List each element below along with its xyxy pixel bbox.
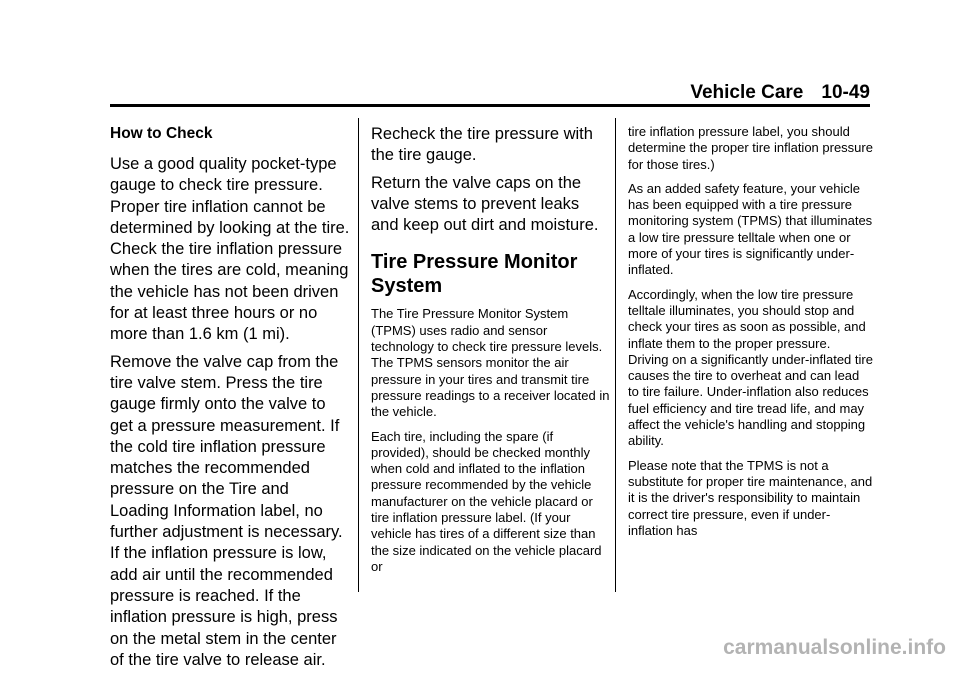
paragraph: Please note that the TPMS is not a substitute for proper tire maintenance, and it is the driver's responsibility to maintain correct tire pressure, even if under-inflation has <box>628 457 873 538</box>
paragraph: Use a good quality pocket-type gauge to check tire pressure. Proper tire inflation cannot be determined by looking at the tire. Check the tire inflation pressure when the tires are cold, meaning the vehicle has not been driven for at least three hours or no more than 1.6 km (1 mi). <box>110 155 350 344</box>
paragraph: Remove the valve cap from the tire valve stem. Press the tire gauge firmly onto the valve to get a pressure measurement. If the cold tire inflation pressure matches the recommended pressure on the Tire and Loading Information label, no further adjustment is necessary. If the inflation pressure is low, add air until the recommended pressure is reached. If the inflation pressure is high, press on the metal stem in the center of the tire valve to release air. <box>110 352 343 669</box>
paragraph: tire inflation pressure label, you should determine the proper tire inflation pressure for those tires.) <box>628 124 873 172</box>
column-1 <box>110 124 352 677</box>
column-divider <box>358 118 359 592</box>
paragraph: As an added safety feature, your vehicle has been equipped with a tire pressure monitoring system (TPMS) that illuminates a low tire pressure telltale when one or more of your tires is significantly under-inflated. <box>628 180 873 278</box>
page-number: 10-49 <box>821 82 870 103</box>
section-title: Tire Pressure Monitor System <box>371 251 578 298</box>
paragraph: Recheck the tire pressure with the tire gauge. <box>371 125 593 165</box>
paragraph: The Tire Pressure Monitor System (TPMS) uses radio and sensor technology to check tire pressure levels. The TPMS sensors monitor the air pressure in your tires and transmit tire pressure readings to a receiver located in the vehicle. <box>371 306 610 420</box>
running-header <box>110 82 870 104</box>
paragraph: Each tire, including the spare (if provided), should be checked monthly when cold and inflated to the inflation pressure recommended by the vehicle manufacturer on the vehicle placard or tire inflation pressure label. (If your vehicle has tires of a different size than the size indicated on the vehicle placard or <box>371 428 602 574</box>
column-divider <box>615 118 616 592</box>
paragraph: Accordingly, when the low tire pressure telltale illuminates, you should stop and check your tires as soon as possible, and inflate them to the proper pressure. Driving on a significantly under-inflated tire causes the tire to overheat and can lead to tire failure. Under-inflation also reduces fuel efficiency and tire tread life, and may affect the vehicle's handling and stopping ability. <box>628 286 873 449</box>
header-rule <box>110 104 870 107</box>
column-3 <box>628 124 873 547</box>
paragraph: Return the valve caps on the valve stems to prevent leaks and keep out dirt and moisture. <box>371 173 599 235</box>
column-2 <box>371 124 611 583</box>
subheading-how-to-check: How to Check <box>110 125 213 142</box>
watermark: carmanualsonline.info <box>723 636 946 659</box>
section-name: Vehicle Care <box>690 82 804 103</box>
